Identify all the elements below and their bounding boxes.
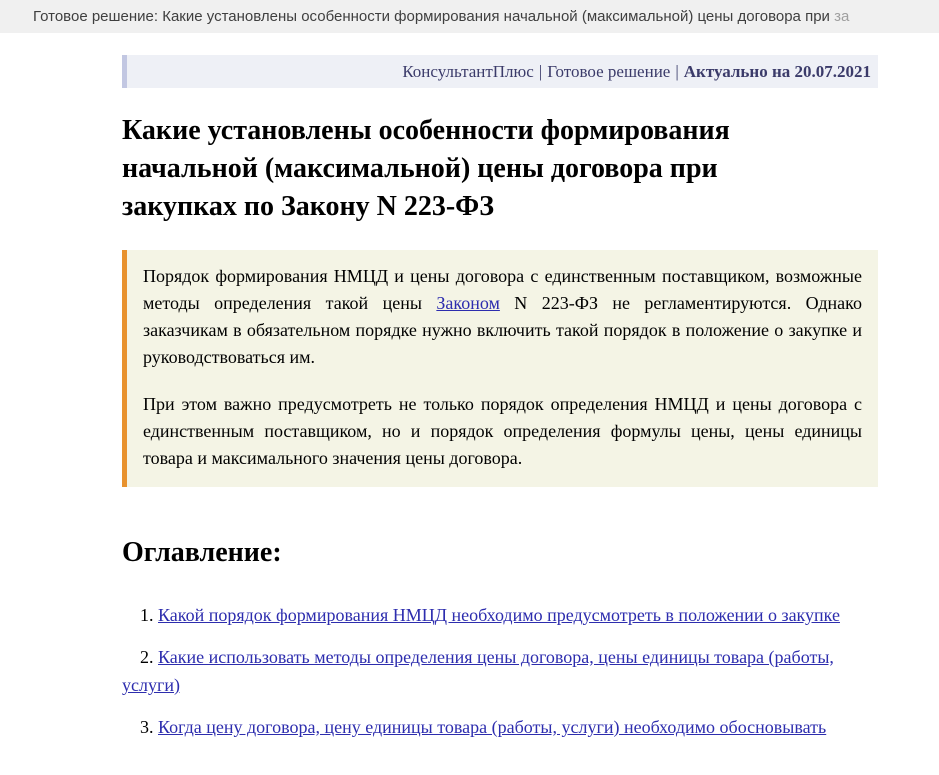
window-title-truncated: за [834,8,850,25]
summary-p1-text-before: Порядок формирования НМЦД и цены договора с единственным поставщиком, возможные методы определения такой цены [143,266,862,313]
header-separator: | [675,62,679,81]
toc-item [122,643,878,699]
summary-paragraph-1 [143,263,862,371]
summary-paragraph-2: При этом важно предусмотреть не только порядок определения НМЦД и цены договора с единственным поставщиком, но и порядок определения формулы цены, цены единицы товара и максимального значения цены договора. [143,394,862,468]
table-of-contents [122,601,878,741]
doc-header-bar [122,55,878,88]
document-page [122,55,878,775]
header-separator: | [538,62,543,81]
summary-p1-text-after: N 223-ФЗ не регламентируются. Однако заказчикам в обязательном порядке нужно включить такой порядок в положение о закупке и руководствоваться им. [143,293,862,367]
toc-link-1[interactable]: Какой порядок формирования НМЦД необходимо предусмотреть в положении о закупке [158,605,840,625]
actual-date: Актуально на 20.07.2021 [683,62,871,81]
brand-name: КонсультантПлюс [402,62,534,81]
toc-heading: Оглавление: [122,537,282,568]
toc-item-number: 1. [140,605,154,625]
doc-type-label: Готовое решение [547,62,671,81]
toc-item [122,601,878,629]
toc-link-2[interactable]: Какие использовать методы определения цены договора, цены единицы товара (работы, услуги) [122,647,834,695]
toc-item-number: 2. [140,647,154,667]
window-title-bar [0,0,939,33]
summary-box [122,250,878,487]
toc-link-3[interactable]: Когда цену договора, цену единицы товара (работы, услуги) необходимо обосновывать [158,717,827,737]
law-223fz-link[interactable]: Законом [436,293,500,313]
toc-item-number: 3. [140,717,154,737]
window-title: Готовое решение: Какие установлены особенности формирования начальной (максимальной) цены договора при [33,8,835,25]
page-title: Какие установлены особенности формирования начальной (максимальной) цены договора при закупках по Закону N 223-ФЗ [122,115,730,222]
toc-item [122,713,878,741]
